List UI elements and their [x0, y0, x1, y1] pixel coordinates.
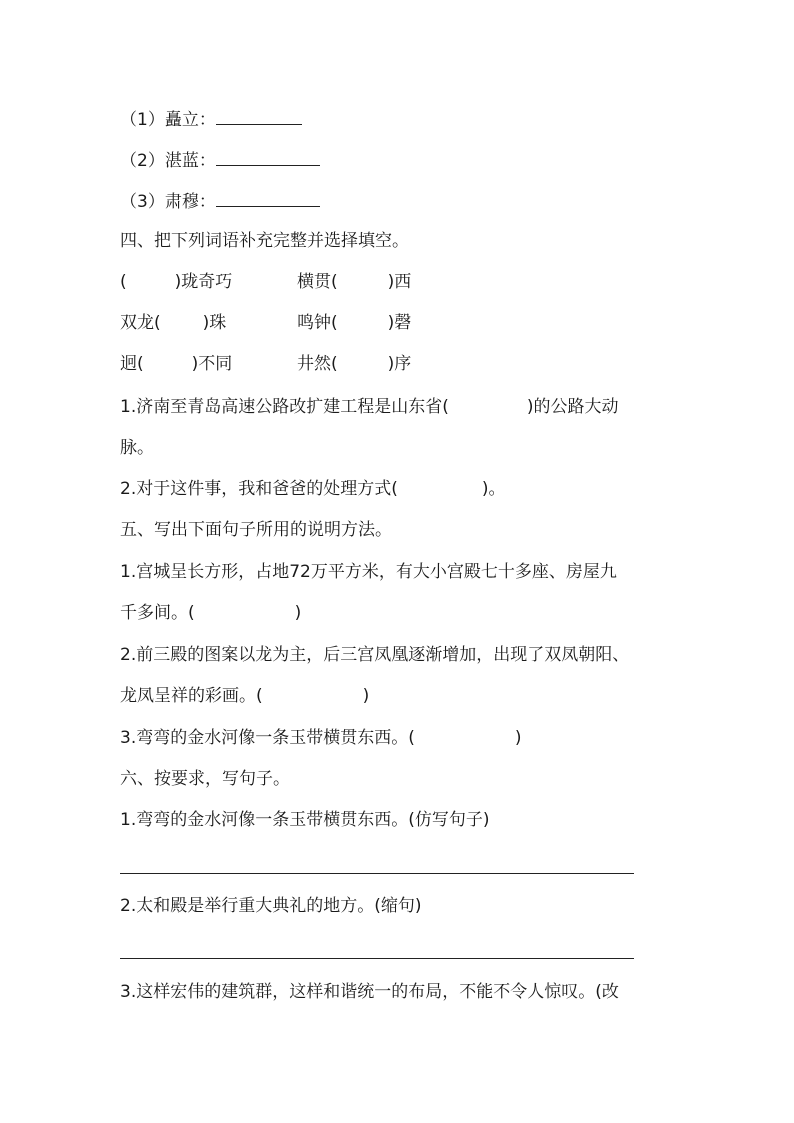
- method-question-2-cont: [120, 684, 369, 708]
- question-text: )的公路大动: [526, 397, 619, 417]
- answer-line[interactable]: [120, 958, 634, 959]
- definition-label: （2）湛蓝：: [120, 151, 216, 171]
- word-col2: [297, 270, 411, 294]
- method-question-1-cont: [120, 601, 301, 625]
- definition-item-3: [120, 188, 320, 214]
- word-text: )不同: [191, 354, 233, 374]
- question-text: ): [362, 686, 370, 706]
- question-text: 龙凤呈祥的彩画。(: [120, 686, 263, 706]
- fill-question-1-cont: 脉。: [120, 438, 154, 458]
- word-text: )西: [387, 272, 412, 292]
- section-5-heading: 五、写出下面句子所用的说明方法。: [120, 520, 392, 540]
- word-text: 双龙(: [120, 313, 161, 333]
- word-text: )珑奇巧: [174, 272, 233, 292]
- rewrite-question-2: 2.太和殿是举行重大典礼的地方。(缩句): [120, 896, 422, 916]
- answer-blank[interactable]: [216, 147, 320, 166]
- answer-blank[interactable]: [216, 188, 320, 207]
- rewrite-question-3: 3.这样宏伟的建筑群，这样和谐统一的布局，不能不令人惊叹。(改: [120, 982, 619, 1002]
- word-col2: [297, 311, 411, 335]
- word-text: )珠: [202, 313, 227, 333]
- question-text: )。: [481, 479, 506, 499]
- definition-label: （3）肃穆：: [120, 192, 216, 212]
- word-text: (: [120, 272, 127, 292]
- question-text: ): [514, 728, 522, 748]
- answer-blank[interactable]: [216, 106, 302, 125]
- method-question-3: [120, 726, 522, 750]
- word-text: 迥(: [120, 354, 144, 374]
- fill-question-1: [120, 395, 619, 419]
- section-6-heading: 六、按要求，写句子。: [120, 769, 290, 789]
- definition-item-2: [120, 147, 320, 173]
- answer-line[interactable]: [120, 873, 634, 874]
- fill-question-2: [120, 477, 506, 501]
- question-text: 3.弯弯的金水河像一条玉带横贯东西。(: [120, 728, 415, 748]
- word-text: 井然(: [297, 354, 338, 374]
- question-text: ): [294, 603, 302, 623]
- word-row-2: [120, 311, 520, 335]
- method-question-2: 2.前三殿的图案以龙为主，后三宫凤凰逐渐增加，出现了双凤朝阳、: [120, 645, 630, 665]
- method-question-1: 1.宫城呈长方形，占地72万平方米，有大小宫殿七十多座、房屋九: [120, 562, 617, 582]
- word-row-1: [120, 270, 520, 294]
- section-4-heading: 四、把下列词语补充完整并选择填空。: [120, 231, 409, 251]
- definition-label: （1）矗立：: [120, 110, 216, 130]
- word-text: 鸣钟(: [297, 313, 338, 333]
- word-text: )磬: [387, 313, 412, 333]
- word-text: )序: [387, 354, 412, 374]
- word-row-3: [120, 352, 520, 376]
- question-text: 千多间。(: [120, 603, 195, 623]
- word-text: 横贯(: [297, 272, 338, 292]
- word-col2: [297, 352, 411, 376]
- rewrite-question-1: 1.弯弯的金水河像一条玉带横贯东西。(仿写句子): [120, 810, 490, 830]
- question-text: 1.济南至青岛高速公路改扩建工程是山东省(: [120, 397, 449, 417]
- question-text: 2.对于这件事，我和爸爸的处理方式(: [120, 479, 398, 499]
- definition-item-1: [120, 106, 302, 132]
